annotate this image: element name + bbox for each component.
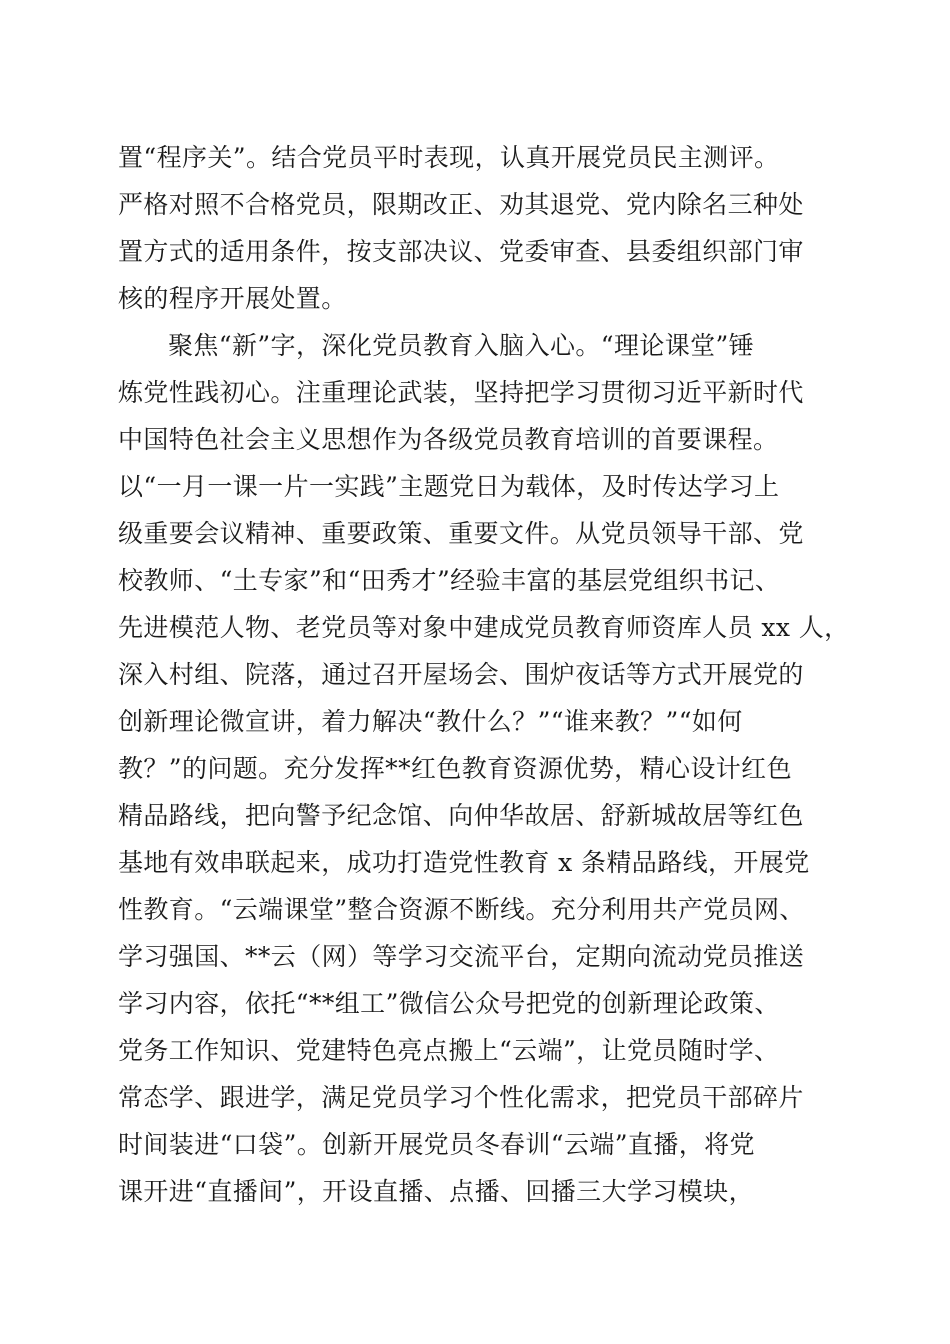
text-line: 精品路线，把向警予纪念馆、向仲华故居、舒新城故居等红色 <box>118 801 804 830</box>
text-line: 学习内容，依托“**组工”微信公众号把党的创新理论政策、 <box>118 989 780 1018</box>
text-line: 性教育。“云端课堂”整合资源不断线。充分利用共产党员网、 <box>118 895 805 924</box>
text-line: 党务工作知识、党建特色亮点搬上“云端”，让党员随时学、 <box>118 1036 780 1065</box>
text-line: 时间装进“口袋”。创新开展党员冬春训“云端”直播，将党 <box>118 1130 755 1159</box>
text-line: 创新理论微宣讲，着力解决“教什么？”“谁来教？”“如何 <box>118 707 743 736</box>
text-line: 深入村组、院落，通过召开屋场会、围炉夜话等方式开展党的 <box>118 660 804 689</box>
text-line: 以“一月一课一片一实践”主题党日为载体，及时传达学习上 <box>118 472 780 501</box>
text-line: 核的程序开展处置。 <box>118 284 347 313</box>
text-line: 置方式的适用条件，按支部决议、党委审查、县委组织部门审 <box>118 237 804 266</box>
text-line: 学习强国、**云（网）等学习交流平台，定期向流动党员推送 <box>118 942 805 971</box>
text-line: 常态学、跟进学，满足党员学习个性化需求，把党员干部碎片 <box>118 1083 804 1112</box>
body-text <box>118 134 850 1215</box>
text-line: 严格对照不合格党员，限期改正、劝其退党、党内除名三种处 <box>118 190 804 219</box>
text-line: 先进模范人物、老党员等对象中建成党员教育师资库人员 xx 人， <box>118 613 850 642</box>
paragraph-first-line: 聚焦“新”字，深化党员教育入脑入心。“理论课堂”锤 <box>168 331 755 360</box>
text-line: 基地有效串联起来，成功打造党性教育 x 条精品路线，开展党 <box>118 848 810 877</box>
text-line: 中国特色社会主义思想作为各级党员教育培训的首要课程。 <box>118 425 779 454</box>
text-line: 课开进“直播间”，开设直播、点播、回播三大学习模块， <box>118 1177 754 1206</box>
text-line: 炼党性践初心。注重理论武装，坚持把学习贯彻习近平新时代 <box>118 378 804 407</box>
text-line: 级重要会议精神、重要政策、重要文件。从党员领导干部、党 <box>118 519 804 548</box>
text-line: 校教师、“土专家”和“田秀才”经验丰富的基层党组织书记、 <box>118 566 781 595</box>
text-line: 置“程序关”。结合党员平时表现，认真开展党员民主测评。 <box>118 143 780 172</box>
text-line: 教？”的问题。充分发挥**红色教育资源优势，精心设计红色 <box>118 754 792 783</box>
